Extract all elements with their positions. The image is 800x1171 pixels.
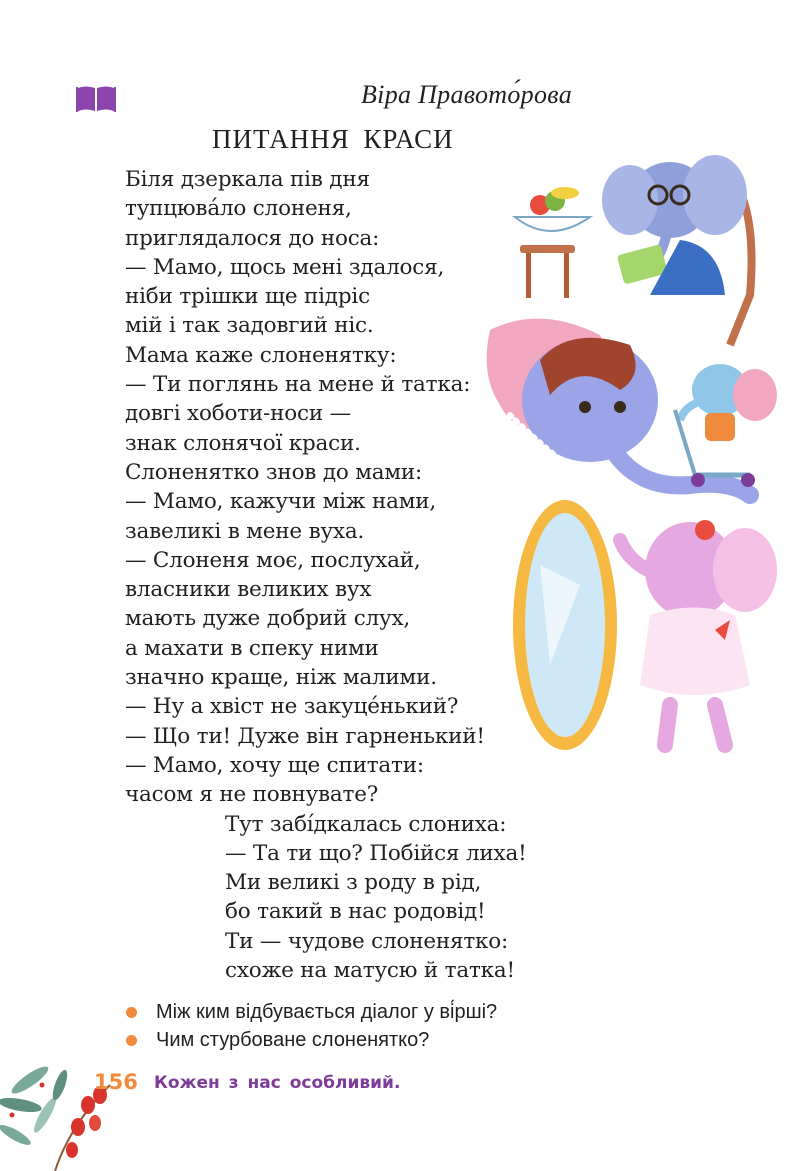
poem-line: Мама каже слоненятку: [125, 342, 397, 368]
elephant-family-illustration [480, 145, 780, 760]
poem-line: — Що ти! Дуже він гарненький! [125, 723, 485, 749]
pink-elephant-girl-icon [620, 520, 777, 745]
fruit-bowl-icon [515, 187, 590, 298]
poem-line-indented: — Та ти що? Побійся лиха! [225, 840, 527, 866]
poem-line: Біля дзеркала пів дня [125, 167, 370, 192]
poem-line: власники великих вух [125, 577, 372, 603]
poem-line: довгі хоботи-носи — [125, 401, 351, 427]
poem-title: ПИТАННЯ КРАСИ [212, 124, 454, 154]
questions-list [126, 998, 497, 1054]
mirror-icon [513, 500, 617, 750]
poem-line: завеликі в мене вуха. [125, 518, 365, 544]
poem-line: Слоненятко знов до мами: [125, 459, 423, 485]
poem-line-indented: Ти — чудове слоненятко: [225, 928, 509, 954]
poem-line: — Слоненя моє, послухай, [125, 547, 421, 573]
poem-line: часом я не повнувате? [125, 782, 379, 808]
grandpa-elephant-icon [602, 155, 752, 345]
poem-line: тупцюва́ло слоненя, [125, 196, 352, 222]
poem-line: — Мамо, щось мені здалося, [125, 254, 445, 280]
question-text: Чим стурбоване слоненятко? [156, 1029, 430, 1051]
poem-line: а махати в спеку ними [125, 635, 379, 661]
poem-line-indented: Тут забі́дкалась слониха: [225, 811, 507, 837]
question-item [126, 998, 497, 1026]
poem-line: — Мамо, хочу ще спитати: [125, 752, 424, 778]
poem-line: значно краще, ніж малими. [125, 665, 437, 691]
poem-line-indented: Ми великі з роду в рід, [225, 870, 482, 896]
poem-line-indented: схоже на матусю й татка! [225, 958, 515, 984]
poem-line: знак слонячої краси. [125, 430, 361, 456]
baby-elephant-scooter-icon [675, 364, 777, 487]
author-name: Віра Правото́рова [360, 80, 572, 109]
book-icon [76, 84, 116, 112]
poem-line: приглядалося до носа: [125, 225, 380, 251]
poem-line: — Мамо, кажучи між нами, [125, 489, 437, 515]
question-item [126, 1026, 497, 1054]
page-number: 156 [94, 1070, 138, 1094]
poem-line: мають дуже добрий слух, [125, 606, 411, 632]
poem-body [125, 165, 527, 985]
poem-line: — Ну а хвіст не закуце́нький? [125, 694, 459, 720]
section-title: Кожен з нас особливий. [154, 1073, 401, 1093]
bullet-icon [126, 1007, 137, 1018]
question-text: Між ким відбувається діалог у ві́рші? [156, 1001, 498, 1023]
poem-line: ніби трішки ще підріс [125, 284, 370, 310]
poem-line: — Ти поглянь на мене й татка: [125, 372, 471, 398]
poem-line: мій і так задовгий ніс. [125, 313, 374, 339]
poem-line-indented: бо такий в нас родовід! [225, 899, 486, 925]
bullet-icon [126, 1035, 137, 1046]
